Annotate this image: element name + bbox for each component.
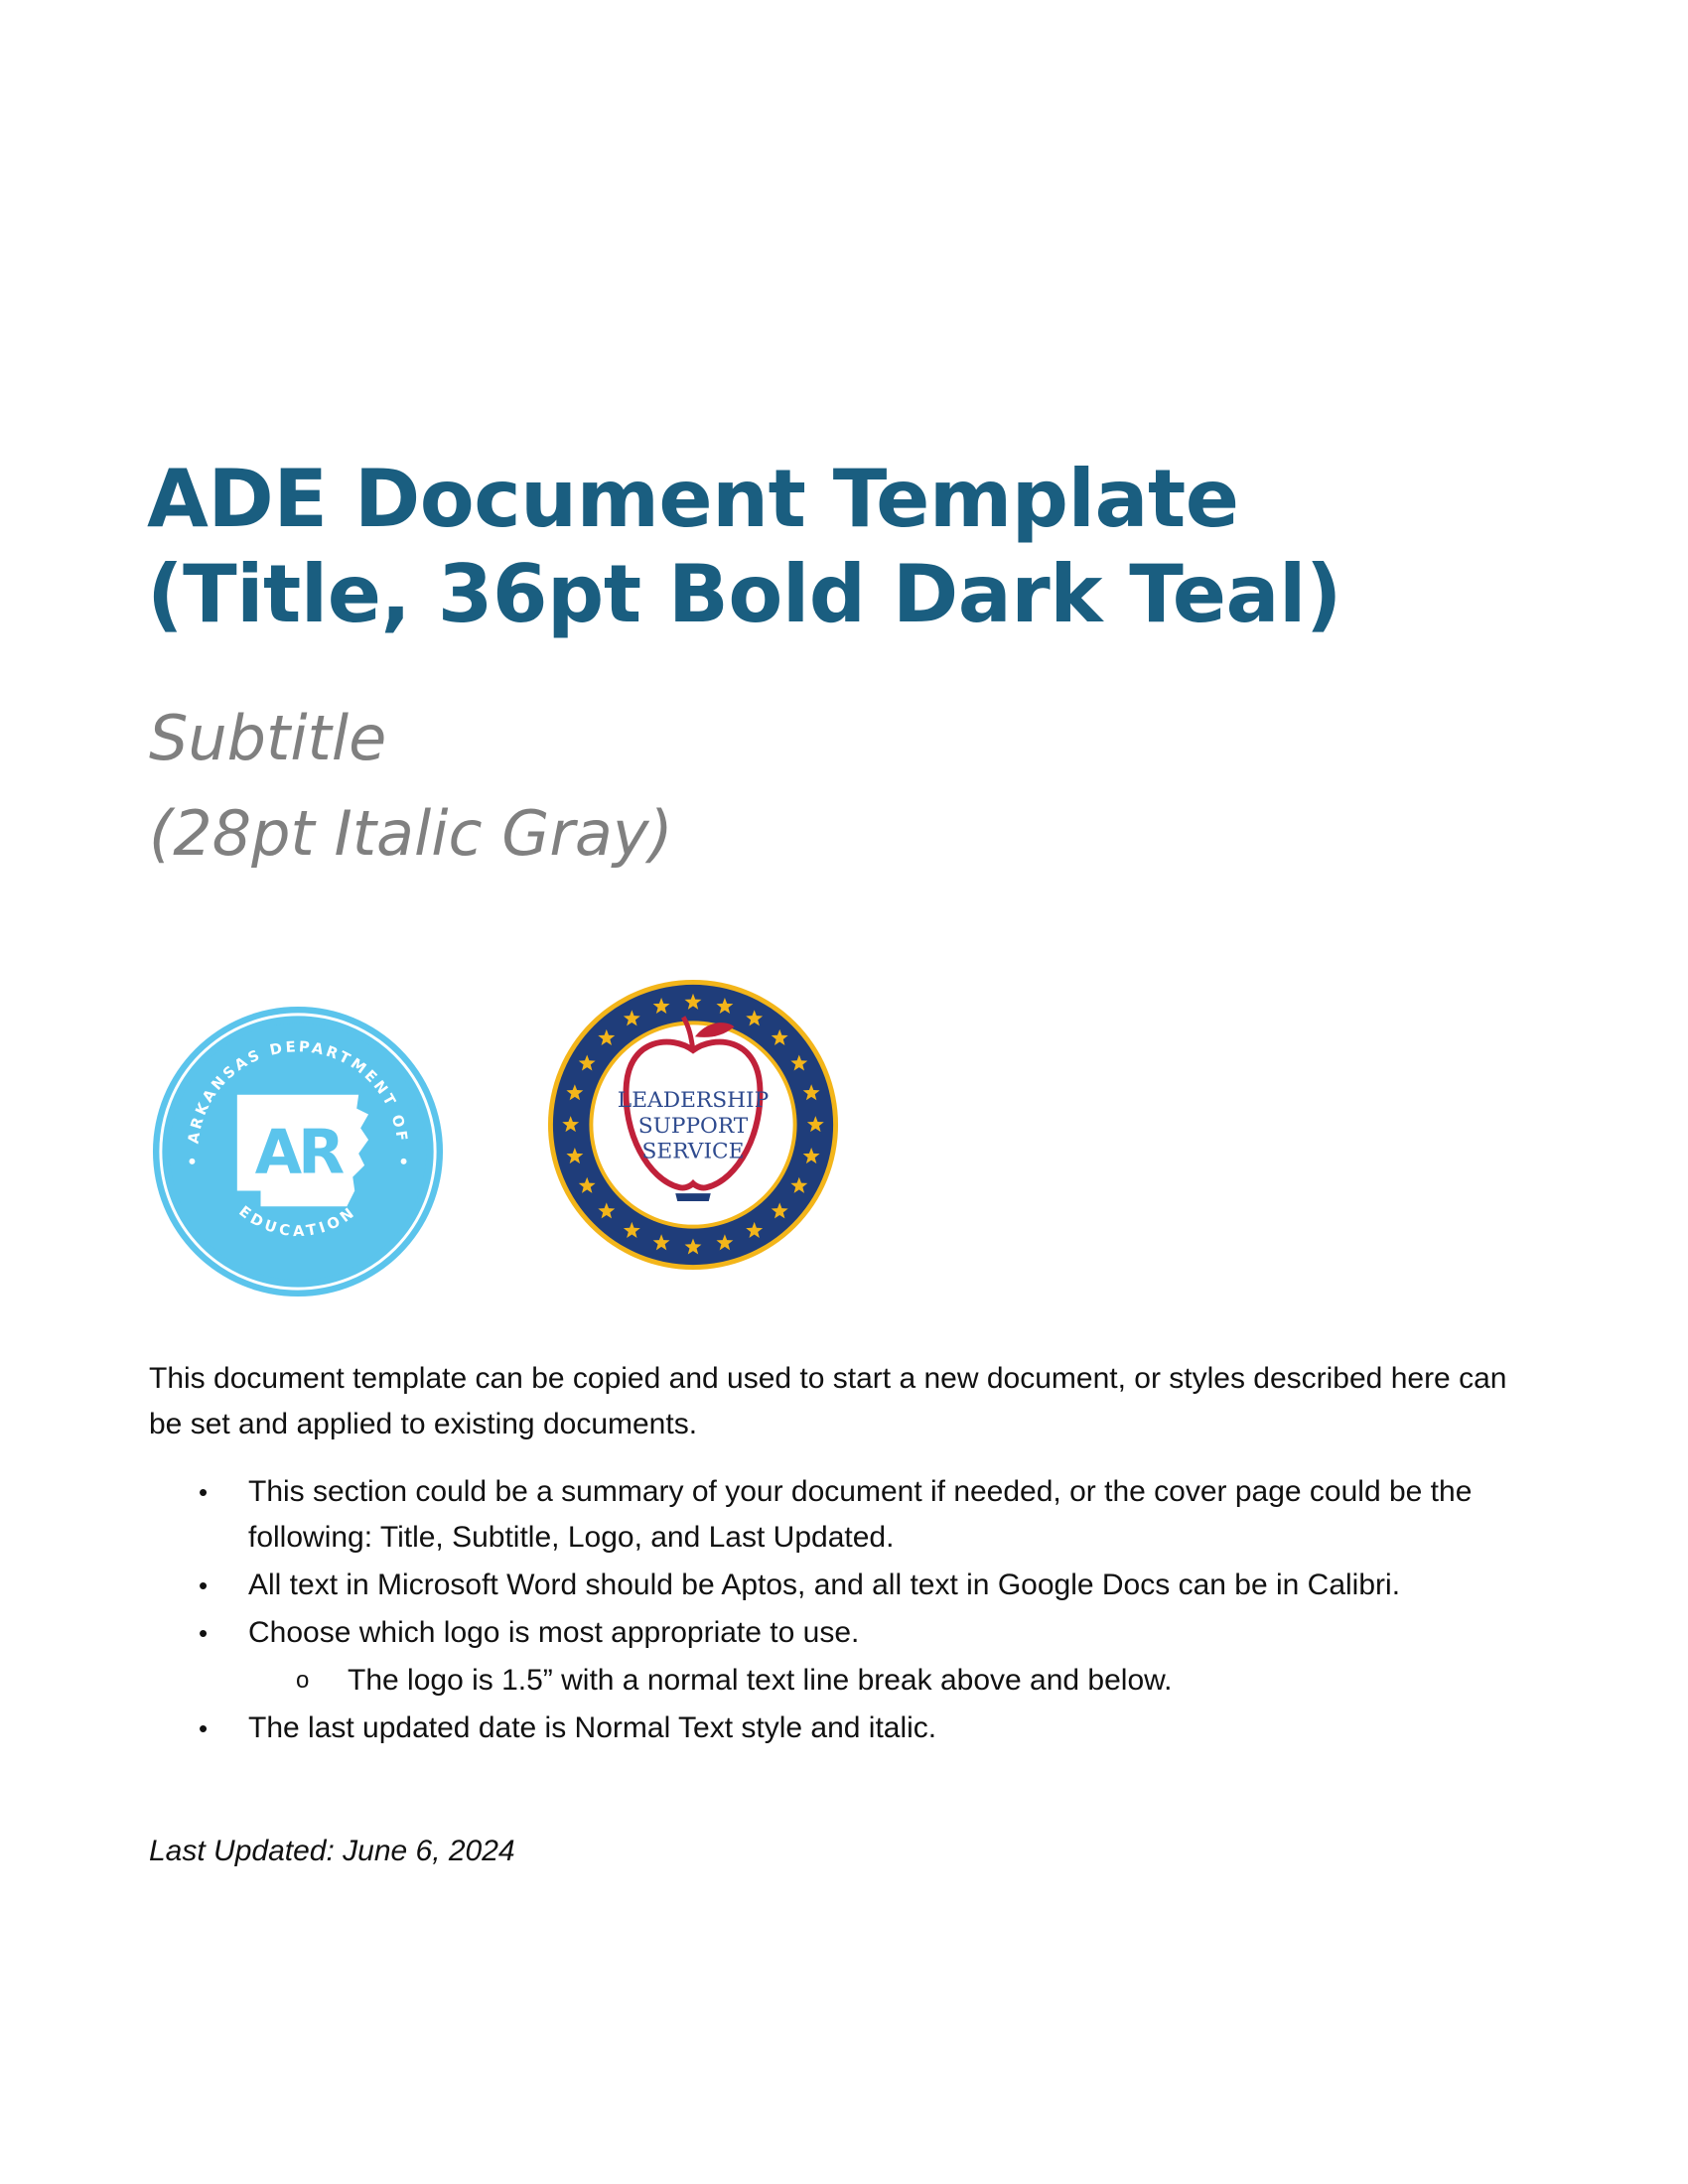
- sub-list-item: [149, 1658, 1539, 1704]
- subtitle-line-2: (28pt Italic Gray): [149, 797, 673, 870]
- bullet-marker: •: [199, 1477, 209, 1507]
- bullet-list: [149, 1469, 1539, 1753]
- list-item-text: The last updated date is Normal Text style and italic.: [248, 1711, 937, 1744]
- ade-logo: [151, 1005, 445, 1298]
- list-item: [149, 1610, 1539, 1656]
- sub-bullet-marker: o: [296, 1667, 310, 1694]
- list-item-text: All text in Microsoft Word should be Aptos, and all text in Google Docs can be in Calibri.: [248, 1569, 1401, 1601]
- last-updated-date: Last Updated: June 6, 2024: [149, 1835, 515, 1867]
- list-item-text: This section could be a summary of your document if needed, or the cover page could be the following: Title, Subtitle, Logo, and Last Updated.: [248, 1475, 1473, 1554]
- ade-logo-bottom-text: EDUCATION: [235, 1202, 360, 1241]
- lss-logo-line-2: SUPPORT: [637, 1113, 749, 1139]
- lss-logo: [546, 978, 840, 1272]
- list-item: [149, 1706, 1539, 1751]
- subtitle-line-1: Subtitle: [149, 702, 387, 774]
- bullet-marker: •: [199, 1713, 209, 1743]
- document-title: [147, 452, 1537, 642]
- title-line-2: (Title, 36pt Bold Dark Teal): [147, 548, 1341, 640]
- bullet-marker: •: [199, 1618, 209, 1648]
- title-line-1: ADE Document Template: [147, 453, 1239, 545]
- list-item-text: The logo is 1.5” with a normal text line break above and below.: [348, 1664, 1173, 1697]
- list-item-text: Choose which logo is most appropriate to use.: [248, 1616, 860, 1649]
- lss-logo-line-3: SERVICE: [641, 1139, 745, 1164]
- bullet-marker: •: [199, 1570, 209, 1600]
- list-item: [149, 1563, 1539, 1608]
- lss-logo-line-1: LEADERSHIP: [617, 1088, 770, 1114]
- ade-logo-top-text: ARKANSAS DEPARTMENT OF: [185, 1038, 411, 1146]
- document-subtitle: [149, 691, 1340, 882]
- ade-logo-mark: AR: [254, 1117, 342, 1188]
- list-item: [149, 1469, 1539, 1561]
- intro-paragraph: This document template can be copied and used to start a new document, or styles described here can be set and applied to existing documents.: [149, 1362, 1507, 1440]
